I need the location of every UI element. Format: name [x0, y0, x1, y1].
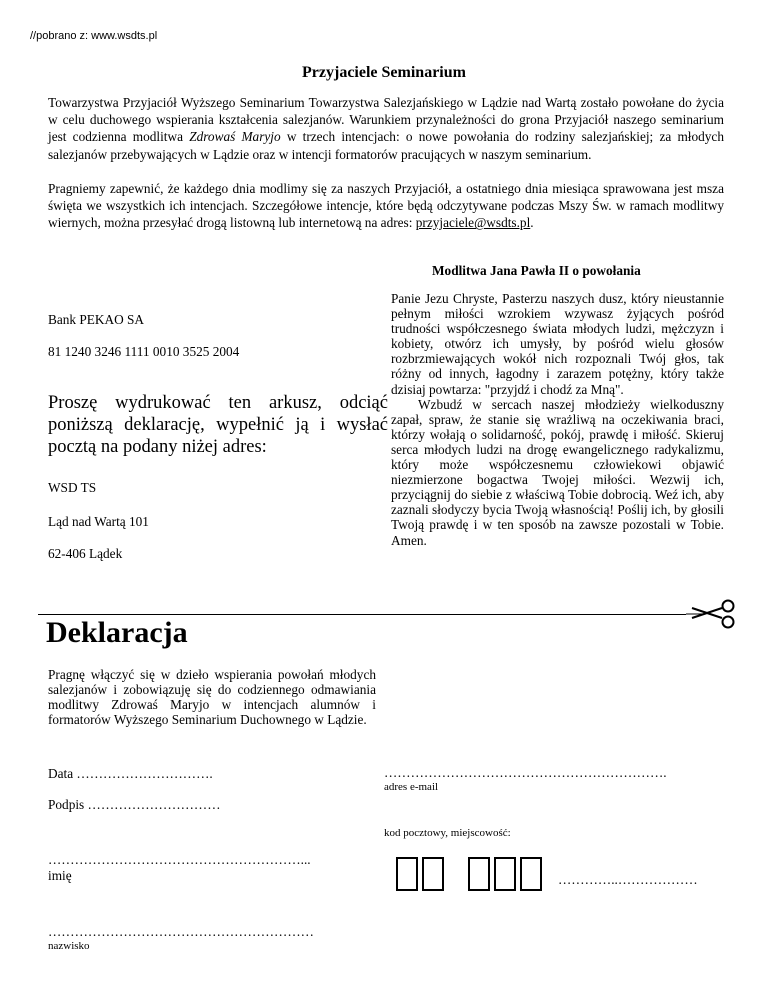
address-line-2: Ląd nad Wartą 101	[48, 514, 149, 529]
address-line-3: 62-406 Lądek	[48, 546, 123, 561]
date-field[interactable]: Data ………………………….	[48, 766, 213, 781]
first-name-label: imię	[48, 868, 72, 883]
source-note: //pobrano z: www.wsdts.pl	[30, 30, 158, 42]
page-title: Przyjaciele Seminarium	[302, 64, 466, 81]
intro-paragraph	[48, 94, 724, 163]
cut-line	[38, 614, 686, 615]
intro-text-start: Towarzystwa Przyjaciół Wyższego Seminarium Towarzystwa Salezjańskiego w Lądzie nad Wartą zostało powołane do życia w celu duchowego wspierania kształcenia salezjanów. Warunkiem przynależności do grona Przyjaciół naszego seminarium jest codzienna modlitwa	[48, 95, 724, 145]
postal-code-box-2[interactable]	[422, 857, 444, 891]
declaration-text: Pragnę włączyć się w dzieło wspierania powołań młodych salezjanów i zobowiązuję się do codziennego odmawiania modlitwy Zdrowaś Maryjo w intencjach alumnów i formatorów Wyższego Seminarium Duchownego w Lądzie.	[48, 667, 376, 728]
prayer-title: Modlitwa Jana Pawła II o powołania	[432, 263, 641, 278]
postal-code-box-1[interactable]	[396, 857, 418, 891]
email-field[interactable]: ……………………………………………………….	[384, 765, 667, 780]
intentions-paragraph	[48, 180, 724, 232]
email-label: adres e-mail	[384, 781, 439, 793]
bank-name: Bank PEKAO SA	[48, 312, 145, 327]
prayer-name: Zdrowaś Maryjo	[189, 129, 281, 145]
postal-code-box-5[interactable]	[520, 857, 542, 891]
prayer-part-2: Wzbudź w sercach naszej młodzieży wielkoduszny zapał, spraw, że stanie się wrażliwą na oczekiwania braci, którzy wołają o solidarność, pokój, prawdę i miłość. Skieruj serca młodych ludzi na drogę ewangelicznego radykalizmu, który może współczesnemu człowiekowi objawić niezmierzone bogactwa Twojej miłości. Wezwij ich, przyciągnij do siebie z właściwą Tobie dobrocią. Weź ich, aby zaznali słodyczy bycia Twoją własnością! Poślij ich, by głosili Twoją prawdę i w ten sposób na zawsze pozostali w Tobie. Amen.	[391, 396, 724, 548]
scissors-icon	[686, 598, 738, 632]
prayer-text	[391, 291, 724, 548]
intentions-text: Pragniemy zapewnić, że każdego dnia modlimy się za naszych Przyjaciół, a ostatniego dnia miesiąca sprawowana jest msza święta we wszystkich ich intencjach. Szczegółowe intencje, które będą odczytywane podczas Mszy Św. w ramach modlitwy wiernych, można przesyłać drogą listowną lub internetową na adres:	[48, 181, 724, 231]
last-name-field[interactable]: ……………………………………………………	[48, 924, 314, 939]
address-line-1: WSD TS	[48, 480, 97, 495]
city-field[interactable]: …………..………………	[558, 872, 698, 887]
intentions-end: .	[530, 215, 534, 231]
postal-code-label: kod pocztowy, miejscowość:	[384, 827, 511, 839]
signature-field[interactable]: Podpis …………………………	[48, 797, 221, 812]
declaration-title: Deklaracja	[46, 616, 188, 649]
postal-code-box-3[interactable]	[468, 857, 490, 891]
email-link[interactable]: przyjaciele@wsdts.pl	[415, 215, 531, 231]
intro-text-end: w trzech intencjach: o nowe powołania do rodziny salezjańskiej; za młodych salezjanów przebywających w Lądzie oraz w intencji formatorów pracujących w naszym seminarium.	[48, 129, 724, 162]
prayer-part-1: Panie Jezu Chryste, Pasterzu naszych dusz, który nieustannie pełnym miłości wzrokiem wzywasz żyjących pośród trudności współczesnego świata młodych ludzi, mężczyzn i kobiety, otwórz ich umysły, by pośród wielu głosów rozbrzmiewających wokół nich rozpoznali Twój głos, tak różny od innych, łagodny i zarazem potężny, który także dzisiaj powtarza: "przyjdź i chodź za Mną".	[391, 291, 724, 397]
postal-code-box-4[interactable]	[494, 857, 516, 891]
first-name-field[interactable]: …………………………………………………...	[48, 852, 311, 867]
bank-account-number: 81 1240 3246 1111 0010 3525 2004	[48, 344, 240, 359]
last-name-label: nazwisko	[48, 940, 90, 952]
print-instruction: Proszę wydrukować ten arkusz, odciąć poniższą deklarację, wypełnić ją i wysłać pocztą na podany niżej adres:	[48, 393, 388, 457]
